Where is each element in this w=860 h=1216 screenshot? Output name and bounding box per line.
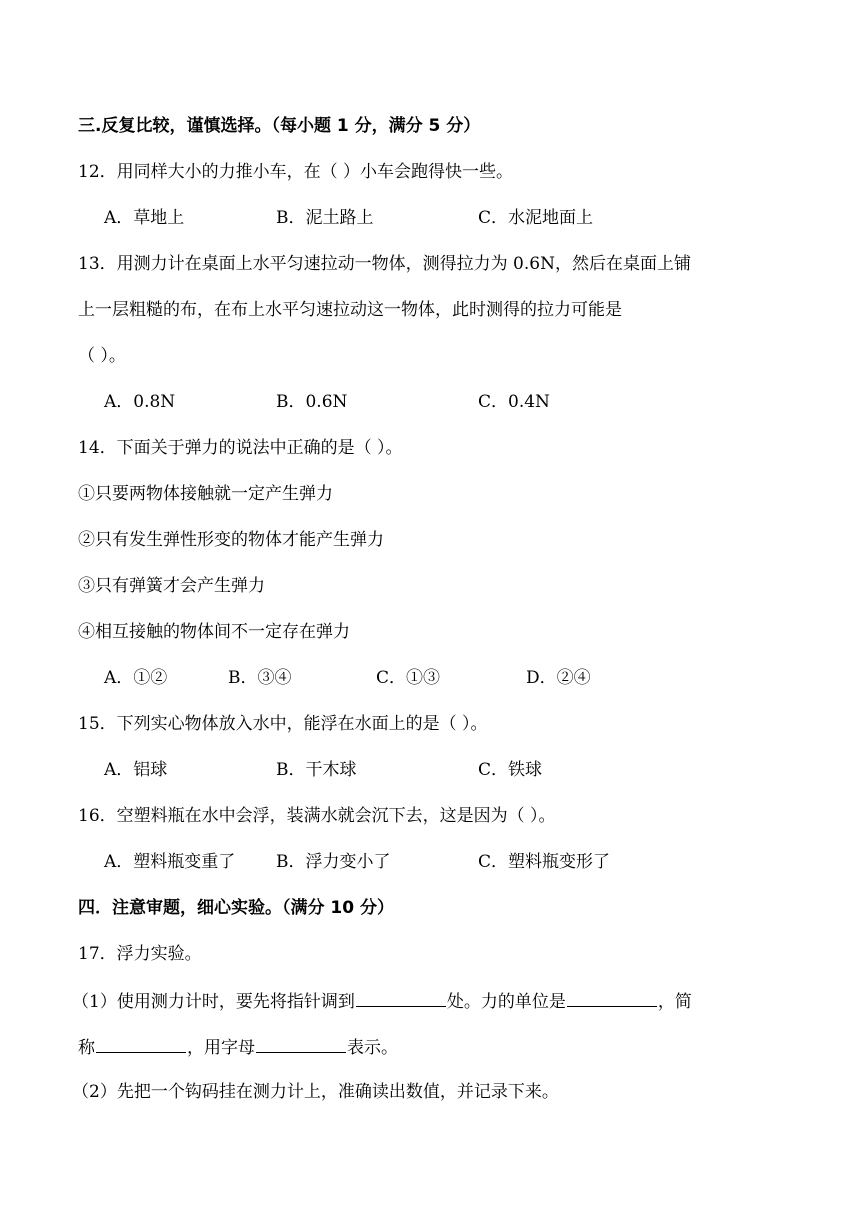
section-3-title: 三.反复比较，谨慎选择。（每小题 1 分，满分 5 分） [78, 116, 481, 136]
q15-stem: 15．下列实心物体放入水中，能浮在水面上的是（ ）。 [78, 714, 488, 734]
q17-p1-text-c: ，简 [657, 992, 692, 1012]
q17-blank-force-unit[interactable] [567, 988, 657, 1007]
q17-p1-text-d: 称 [78, 1038, 95, 1058]
q14-option-a[interactable]: A．①② [104, 668, 168, 688]
q12-option-b[interactable]: B．泥土路上 [276, 208, 374, 228]
q13-line-1: 13．用测力计在桌面上水平匀速拉动一物体，测得拉力为 0.6N，然后在桌面上铺 [78, 254, 691, 274]
q17-p1-text-f: 表示。 [347, 1038, 398, 1058]
q17-part-1-line-1 [72, 988, 800, 1014]
q17-p1-text-e: ，用字母 [187, 1038, 255, 1058]
q13-option-c[interactable]: C．0.4N [478, 392, 550, 412]
q14-statement-3: ③只有弹簧才会产生弹力 [78, 576, 265, 596]
q15-option-b[interactable]: B．干木球 [276, 760, 357, 780]
q17-blank-letter[interactable] [256, 1034, 346, 1053]
q17-stem: 17．浮力实验。 [78, 944, 202, 964]
q12-stem: 12．用同样大小的力推小车，在（ ）小车会跑得快一些。 [78, 162, 514, 182]
q14-statement-4: ④相互接触的物体间不一定存在弹力 [78, 622, 350, 642]
q12-option-c[interactable]: C．水泥地面上 [478, 208, 594, 228]
q16-option-a[interactable]: A．塑料瓶变重了 [104, 852, 236, 872]
q15-option-c[interactable]: C．铁球 [478, 760, 543, 780]
q13-line-2: 上一层粗糙的布，在布上水平匀速拉动这一物体，此时测得的拉力可能是 [78, 300, 622, 320]
q17-part-2: （2）先把一个钩码挂在测力计上，准确读出数值，并记录下来。 [72, 1082, 559, 1102]
q14-statement-2: ②只有发生弹性形变的物体才能产生弹力 [78, 530, 384, 550]
q17-p1-text-a: （1）使用测力计时，要先将指针调到 [72, 992, 355, 1012]
q14-statement-1: ①只要两物体接触就一定产生弹力 [78, 484, 333, 504]
q13-option-a[interactable]: A．0.8N [104, 392, 176, 412]
q12-option-a[interactable]: A．草地上 [104, 208, 185, 228]
q17-p1-text-b: 处。力的单位是 [446, 992, 566, 1012]
q16-option-c[interactable]: C．塑料瓶变形了 [478, 852, 611, 872]
q13-option-b[interactable]: B．0.6N [276, 392, 348, 412]
q17-blank-zero-point[interactable] [356, 988, 446, 1007]
q13-line-3: （ ）。 [78, 346, 126, 366]
q14-option-c[interactable]: C．①③ [376, 668, 441, 688]
section-4-title: 四．注意审题，细心实验。（满分 10 分） [78, 898, 394, 918]
q14-option-d[interactable]: D．②④ [526, 668, 591, 688]
q16-stem: 16．空塑料瓶在水中会浮，装满水就会沉下去，这是因为（ ）。 [78, 806, 556, 826]
q17-blank-short-name[interactable] [96, 1034, 186, 1053]
q14-option-b[interactable]: B．③④ [228, 668, 292, 688]
q16-option-b[interactable]: B．浮力变小了 [276, 852, 391, 872]
q17-part-1-line-2 [78, 1034, 800, 1060]
q14-stem: 14．下面关于弹力的说法中正确的是（ ）。 [78, 438, 403, 458]
q15-option-a[interactable]: A．铝球 [104, 760, 168, 780]
